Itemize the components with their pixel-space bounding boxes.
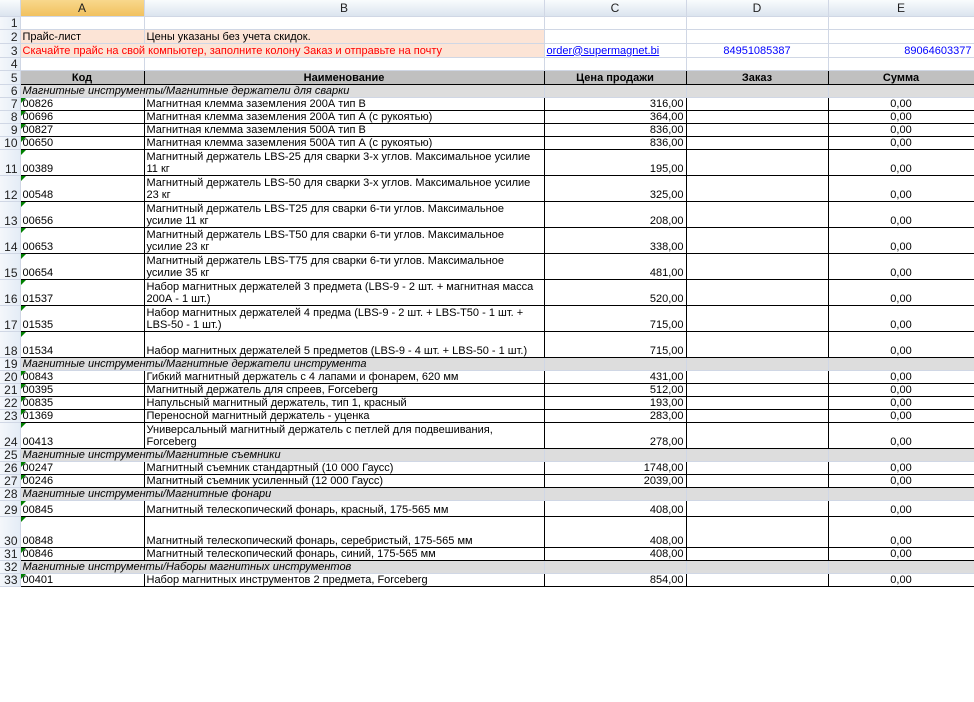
- product-code[interactable]: 00653: [20, 227, 144, 253]
- product-code[interactable]: 00246: [20, 474, 144, 487]
- product-sum[interactable]: 0,00: [828, 253, 974, 279]
- cell[interactable]: [20, 16, 144, 29]
- product-name[interactable]: Напульсный магнитный держатель, тип 1, красный: [144, 396, 544, 409]
- category-label[interactable]: Магнитные инструменты/Магнитные фонари: [20, 487, 544, 500]
- product-code[interactable]: 00656: [20, 201, 144, 227]
- row-header[interactable]: 6: [0, 84, 20, 97]
- product-sum[interactable]: 0,00: [828, 383, 974, 396]
- product-sum[interactable]: 0,00: [828, 227, 974, 253]
- category-row: [0, 560, 974, 573]
- product-sum[interactable]: 0,00: [828, 370, 974, 383]
- product-price[interactable]: 715,00: [544, 331, 686, 357]
- row-header[interactable]: 10: [0, 136, 20, 149]
- product-price[interactable]: 408,00: [544, 500, 686, 516]
- category-row: [0, 448, 974, 461]
- product-name[interactable]: Магнитная клемма заземления 500А тип В: [144, 123, 544, 136]
- product-name[interactable]: Гибкий магнитный держатель с 4 лапами и фонарем, 620 мм: [144, 370, 544, 383]
- row-header[interactable]: 21: [0, 383, 20, 396]
- table-row: [0, 279, 974, 305]
- row-header[interactable]: 3: [0, 43, 20, 57]
- product-name[interactable]: Набор магнитных держателей 3 предмета (LBS-9 - 2 шт. + магнитная масса 200А - 1 шт.): [144, 279, 544, 305]
- email-link[interactable]: order@supermagnet.bi: [546, 44, 660, 57]
- row-header[interactable]: 20: [0, 370, 20, 383]
- product-name[interactable]: Набор магнитных держателей 4 предма (LBS-9 - 2 шт. + LBS-T50 - 1 шт. + LBS-50 - 1 шт.): [144, 305, 544, 331]
- order-quantity-cell[interactable]: [686, 279, 828, 305]
- row-header[interactable]: 1: [0, 16, 20, 29]
- product-code[interactable]: 01535: [20, 305, 144, 331]
- column-header-a[interactable]: A: [20, 0, 144, 16]
- table-row: [0, 149, 974, 175]
- cell[interactable]: [544, 84, 686, 97]
- product-code[interactable]: 00401: [20, 573, 144, 586]
- product-price[interactable]: 431,00: [544, 370, 686, 383]
- table-row: [0, 123, 974, 136]
- order-quantity-cell[interactable]: [686, 331, 828, 357]
- discount-note[interactable]: Цены указаны без учета скидок.: [144, 29, 544, 43]
- phone-1[interactable]: 84951085387: [686, 43, 828, 57]
- table-row: [0, 370, 974, 383]
- product-code[interactable]: 00827: [20, 123, 144, 136]
- cell[interactable]: [828, 448, 974, 461]
- table-row: [0, 331, 974, 357]
- product-code[interactable]: 00848: [20, 516, 144, 547]
- column-header-c[interactable]: C: [544, 0, 686, 16]
- product-sum[interactable]: 0,00: [828, 149, 974, 175]
- row-header[interactable]: 33: [0, 573, 20, 586]
- product-sum[interactable]: 0,00: [828, 500, 974, 516]
- product-name[interactable]: Магнитный держатель LBS-T50 для сварки 6-ти углов. Максимальное усилие 23 кг: [144, 227, 544, 253]
- cell[interactable]: [686, 357, 828, 370]
- table-row: [0, 547, 974, 560]
- row-header[interactable]: 31: [0, 547, 20, 560]
- product-code[interactable]: 00247: [20, 461, 144, 474]
- product-name[interactable]: Магнитный телескопический фонарь, синий, 175-565 мм: [144, 547, 544, 560]
- cell[interactable]: [544, 560, 686, 573]
- order-quantity-cell[interactable]: [686, 500, 828, 516]
- product-sum[interactable]: 0,00: [828, 461, 974, 474]
- order-quantity-cell[interactable]: [686, 516, 828, 547]
- cell[interactable]: [828, 357, 974, 370]
- table-row: [0, 136, 974, 149]
- product-price[interactable]: 316,00: [544, 97, 686, 110]
- cell[interactable]: [828, 84, 974, 97]
- row-header[interactable]: 11: [0, 149, 20, 175]
- row-header[interactable]: 15: [0, 253, 20, 279]
- product-code[interactable]: 00826: [20, 97, 144, 110]
- product-price[interactable]: 338,00: [544, 227, 686, 253]
- table-row: [0, 383, 974, 396]
- cell[interactable]: [144, 16, 544, 29]
- product-sum[interactable]: 0,00: [828, 422, 974, 448]
- row-header[interactable]: 29: [0, 500, 20, 516]
- table-row: [0, 175, 974, 201]
- category-label[interactable]: Магнитные инструменты/Магнитные держатели для сварки: [20, 84, 544, 97]
- product-price[interactable]: 854,00: [544, 573, 686, 586]
- category-row: [0, 357, 974, 370]
- product-sum[interactable]: 0,00: [828, 123, 974, 136]
- row-header[interactable]: 24: [0, 422, 20, 448]
- product-name[interactable]: Переносной магнитный держатель - уценка: [144, 409, 544, 422]
- row-header[interactable]: 14: [0, 227, 20, 253]
- product-price[interactable]: 195,00: [544, 149, 686, 175]
- product-code[interactable]: 00846: [20, 547, 144, 560]
- product-price[interactable]: 278,00: [544, 422, 686, 448]
- category-row: [0, 84, 974, 97]
- product-name[interactable]: Магнитная клемма заземления 200А тип А (с рукоятью): [144, 110, 544, 123]
- product-code[interactable]: 01537: [20, 279, 144, 305]
- table-row: [0, 97, 974, 110]
- product-sum[interactable]: 0,00: [828, 547, 974, 560]
- row-header[interactable]: 27: [0, 474, 20, 487]
- product-price[interactable]: 836,00: [544, 123, 686, 136]
- product-name[interactable]: Набор магнитных инструментов 2 предмета, Forceberg: [144, 573, 544, 586]
- row-header[interactable]: 32: [0, 560, 20, 573]
- order-quantity-cell[interactable]: [686, 383, 828, 396]
- cell[interactable]: [544, 357, 686, 370]
- cell[interactable]: [686, 487, 828, 500]
- order-quantity-cell[interactable]: [686, 227, 828, 253]
- product-name[interactable]: Магнитный съемник стандартный (10 000 Гаусс): [144, 461, 544, 474]
- product-sum[interactable]: 0,00: [828, 136, 974, 149]
- product-code[interactable]: 00696: [20, 110, 144, 123]
- order-quantity-cell[interactable]: [686, 474, 828, 487]
- order-quantity-cell[interactable]: [686, 136, 828, 149]
- table-row: [0, 409, 974, 422]
- row-header[interactable]: 26: [0, 461, 20, 474]
- product-price[interactable]: 520,00: [544, 279, 686, 305]
- cell[interactable]: [544, 448, 686, 461]
- table-row: [0, 396, 974, 409]
- row-header[interactable]: 9: [0, 123, 20, 136]
- product-sum[interactable]: 0,00: [828, 175, 974, 201]
- cell[interactable]: [544, 487, 686, 500]
- row-header[interactable]: 8: [0, 110, 20, 123]
- product-name[interactable]: Магнитный держатель для спреев, Forceberg: [144, 383, 544, 396]
- product-code[interactable]: 00835: [20, 396, 144, 409]
- product-sum[interactable]: 0,00: [828, 396, 974, 409]
- table-row: [0, 201, 974, 227]
- product-price[interactable]: 408,00: [544, 516, 686, 547]
- order-instruction[interactable]: Скачайте прайс на свой компьютер, заполните колону Заказ и отправьте на почту: [20, 43, 544, 57]
- product-sum[interactable]: 0,00: [828, 305, 974, 331]
- product-sum[interactable]: 0,00: [828, 331, 974, 357]
- product-price[interactable]: 1748,00: [544, 461, 686, 474]
- product-name[interactable]: Магнитный держатель LBS-T25 для сварки 6-ти углов. Максимальное усилие 11 кг: [144, 201, 544, 227]
- row-header[interactable]: 4: [0, 57, 20, 70]
- cell[interactable]: [828, 560, 974, 573]
- product-price[interactable]: 408,00: [544, 547, 686, 560]
- table-row: [0, 474, 974, 487]
- email-link-cell[interactable]: [544, 43, 686, 57]
- row-header[interactable]: 18: [0, 331, 20, 357]
- row-header[interactable]: 2: [0, 29, 20, 43]
- row-header[interactable]: 16: [0, 279, 20, 305]
- column-header-d[interactable]: D: [686, 0, 828, 16]
- cell[interactable]: [686, 84, 828, 97]
- table-row: [0, 516, 974, 547]
- table-row: [0, 227, 974, 253]
- product-sum[interactable]: 0,00: [828, 97, 974, 110]
- product-name[interactable]: Магнитная клемма заземления 200А тип В: [144, 97, 544, 110]
- cell[interactable]: [686, 16, 828, 29]
- order-quantity-cell[interactable]: [686, 123, 828, 136]
- product-code[interactable]: 00413: [20, 422, 144, 448]
- product-sum[interactable]: 0,00: [828, 110, 974, 123]
- row-header[interactable]: 13: [0, 201, 20, 227]
- product-sum[interactable]: 0,00: [828, 474, 974, 487]
- order-quantity-cell[interactable]: [686, 422, 828, 448]
- product-price[interactable]: 364,00: [544, 110, 686, 123]
- row-header[interactable]: 5: [0, 70, 20, 84]
- category-label[interactable]: Магнитные инструменты/Магнитные держатели инструмента: [20, 357, 544, 370]
- header-sum[interactable]: Сумма: [828, 70, 974, 84]
- header-code[interactable]: Код: [20, 70, 144, 84]
- row-header[interactable]: 17: [0, 305, 20, 331]
- product-code[interactable]: 00548: [20, 175, 144, 201]
- order-quantity-cell[interactable]: [686, 573, 828, 586]
- product-sum[interactable]: 0,00: [828, 201, 974, 227]
- product-code[interactable]: 00654: [20, 253, 144, 279]
- table-row: [0, 305, 974, 331]
- order-quantity-cell[interactable]: [686, 253, 828, 279]
- header-name[interactable]: Наименование: [144, 70, 544, 84]
- cell[interactable]: [544, 57, 686, 70]
- product-price[interactable]: 208,00: [544, 201, 686, 227]
- product-code[interactable]: 00845: [20, 500, 144, 516]
- product-name[interactable]: Магнитный телескопический фонарь, серебристый, 175-565 мм: [144, 516, 544, 547]
- product-price[interactable]: 715,00: [544, 305, 686, 331]
- order-quantity-cell[interactable]: [686, 370, 828, 383]
- row-header[interactable]: 19: [0, 357, 20, 370]
- product-price[interactable]: 325,00: [544, 175, 686, 201]
- order-quantity-cell[interactable]: [686, 97, 828, 110]
- product-price[interactable]: 193,00: [544, 396, 686, 409]
- header-order[interactable]: Заказ: [686, 70, 828, 84]
- phone-2[interactable]: 89064603377: [828, 43, 974, 57]
- category-row: [0, 487, 974, 500]
- product-name[interactable]: Магнитный держатель LBS-25 для сварки 3-х углов. Максимальное усилие 11 кг: [144, 149, 544, 175]
- product-sum[interactable]: 0,00: [828, 279, 974, 305]
- cell[interactable]: [828, 487, 974, 500]
- category-label[interactable]: Магнитные инструменты/Наборы магнитных инструментов: [20, 560, 544, 573]
- product-name[interactable]: Универсальный магнитный держатель с петлей для подвешивания, Forceberg: [144, 422, 544, 448]
- cell[interactable]: [686, 29, 828, 43]
- product-sum[interactable]: 0,00: [828, 516, 974, 547]
- row-header[interactable]: 22: [0, 396, 20, 409]
- product-name[interactable]: Магнитный телескопический фонарь, красный, 175-565 мм: [144, 500, 544, 516]
- column-header-b[interactable]: B: [144, 0, 544, 16]
- cell[interactable]: [686, 57, 828, 70]
- cell[interactable]: [828, 16, 974, 29]
- product-price[interactable]: 283,00: [544, 409, 686, 422]
- table-row: [0, 573, 974, 586]
- column-header-e[interactable]: E: [828, 0, 974, 16]
- order-quantity-cell[interactable]: [686, 305, 828, 331]
- cell[interactable]: [20, 57, 144, 70]
- product-name[interactable]: Магнитная клемма заземления 500А тип А (с рукоятью): [144, 136, 544, 149]
- order-quantity-cell[interactable]: [686, 201, 828, 227]
- order-quantity-cell[interactable]: [686, 149, 828, 175]
- table-row: [0, 253, 974, 279]
- category-label[interactable]: Магнитные инструменты/Магнитные съемники: [20, 448, 544, 461]
- price-list-label[interactable]: Прайс-лист: [20, 29, 144, 43]
- table-row: [0, 500, 974, 516]
- product-price[interactable]: 836,00: [544, 136, 686, 149]
- cell[interactable]: [544, 16, 686, 29]
- product-sum[interactable]: 0,00: [828, 573, 974, 586]
- row-header[interactable]: 23: [0, 409, 20, 422]
- cell[interactable]: [828, 29, 974, 43]
- table-row: [0, 110, 974, 123]
- order-quantity-cell[interactable]: [686, 461, 828, 474]
- product-name[interactable]: Магнитный съемник усиленный (12 000 Гаусс): [144, 474, 544, 487]
- cell[interactable]: [686, 448, 828, 461]
- product-code[interactable]: 00650: [20, 136, 144, 149]
- product-code[interactable]: 00843: [20, 370, 144, 383]
- product-price[interactable]: 481,00: [544, 253, 686, 279]
- product-name[interactable]: Набор магнитных держателей 5 предметов (LBS-9 - 4 шт. + LBS-50 - 1 шт.): [144, 331, 544, 357]
- order-quantity-cell[interactable]: [686, 409, 828, 422]
- row-header[interactable]: 7: [0, 97, 20, 110]
- cell[interactable]: [544, 29, 686, 43]
- cell[interactable]: [144, 57, 544, 70]
- product-name[interactable]: Магнитный держатель LBS-T75 для сварки 6-ти углов. Максимальное усилие 35 кг: [144, 253, 544, 279]
- product-sum[interactable]: 0,00: [828, 409, 974, 422]
- cell[interactable]: [686, 560, 828, 573]
- header-price[interactable]: Цена продажи: [544, 70, 686, 84]
- order-quantity-cell[interactable]: [686, 175, 828, 201]
- row-header[interactable]: 30: [0, 516, 20, 547]
- row-header[interactable]: 12: [0, 175, 20, 201]
- table-row: [0, 461, 974, 474]
- product-code[interactable]: 01534: [20, 331, 144, 357]
- product-code[interactable]: 00395: [20, 383, 144, 396]
- order-quantity-cell[interactable]: [686, 547, 828, 560]
- row-header[interactable]: 25: [0, 448, 20, 461]
- product-price[interactable]: 2039,00: [544, 474, 686, 487]
- row-header[interactable]: 28: [0, 487, 20, 500]
- table-row: [0, 422, 974, 448]
- order-quantity-cell[interactable]: [686, 110, 828, 123]
- product-name[interactable]: Магнитный держатель LBS-50 для сварки 3-х углов. Максимальное усилие 23 кг: [144, 175, 544, 201]
- select-all-corner[interactable]: [0, 0, 20, 16]
- order-quantity-cell[interactable]: [686, 396, 828, 409]
- product-code[interactable]: 00389: [20, 149, 144, 175]
- product-code[interactable]: 01369: [20, 409, 144, 422]
- cell[interactable]: [828, 57, 974, 70]
- product-price[interactable]: 512,00: [544, 383, 686, 396]
